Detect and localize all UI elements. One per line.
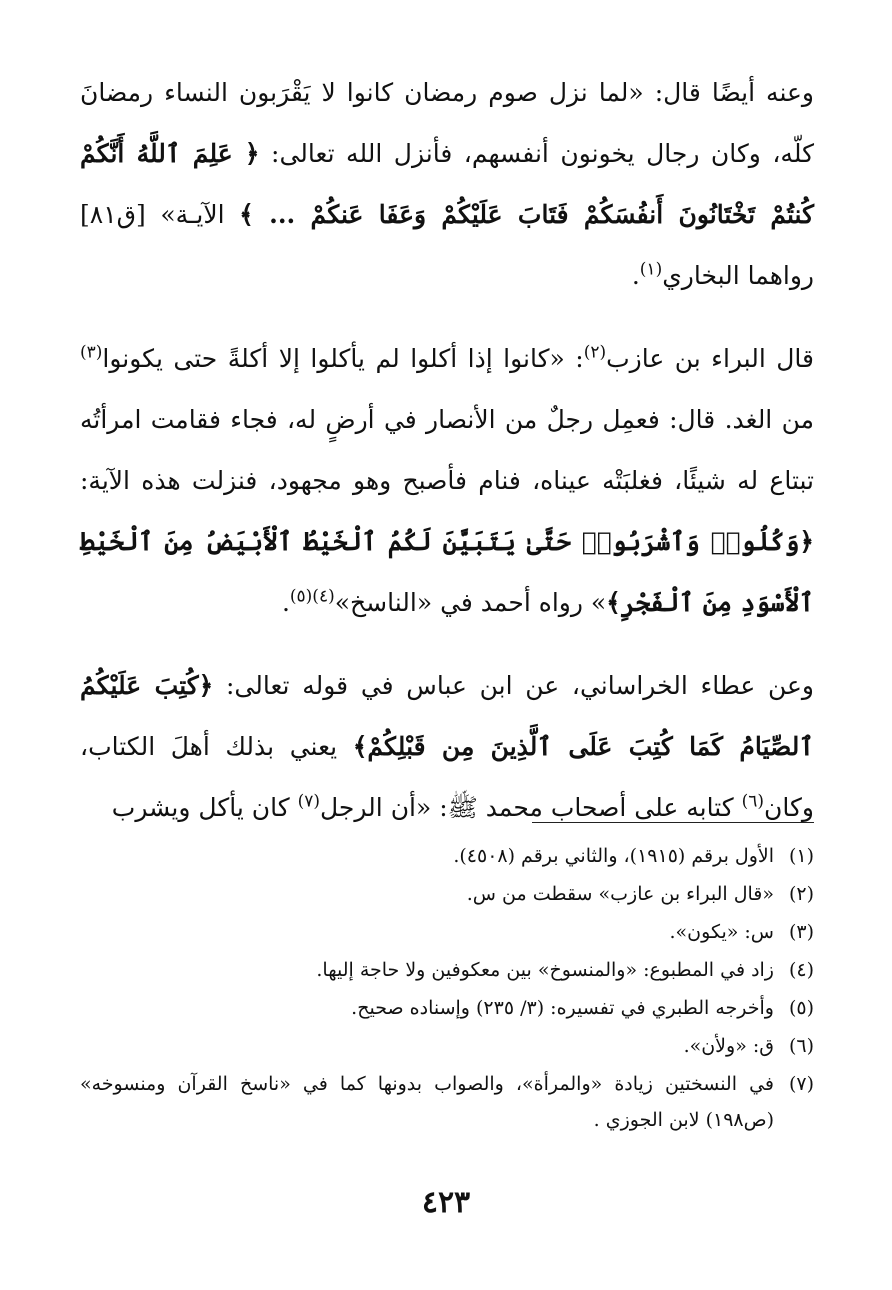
footnote-number: (٥) [788, 997, 814, 1019]
footnote-text: س: «يكون». [669, 921, 774, 943]
footnote-item [80, 838, 814, 874]
text-segment: من الغد. قال: فعمِل رجلٌ من الأنصار في أرضٍ له، فجاء فقامت امرأتُه تبتاع له شيئًا، فغلبَتْه عيناه، فنام فأصبح وهو مجهود، فنزلت هذه الآية: [80, 405, 814, 495]
text-segment: وعنه أيضًا قال: «لما نزل صوم رمضان كانوا لا يَقْرَبون النساء رمضانَ كلّه، وكان رجال يخونون أنفسهم، فأنزل الله تعالى: [80, 78, 814, 168]
main-text [80, 62, 814, 838]
footnote-number: (٢) [788, 883, 814, 905]
quran-verse: ﴿ عَلِمَ ٱللَّهُ أَنَّكُمْ كُنتُمْ تَخْتَانُونَ أَنفُسَكُمْ فَتَابَ عَلَيْكُمْ وَعَفَا عَنكُمْ ... ﴾ [80, 139, 814, 229]
footnote-ref-6[interactable]: (٦) [741, 791, 765, 812]
text-segment: . [631, 261, 640, 290]
text-segment: الآيـة» [ق٨١] رواهما البخاري [80, 200, 814, 290]
footnote-ref-2[interactable]: (٢) [583, 342, 607, 363]
footnote-item [80, 1028, 814, 1064]
text-segment: : «كانوا إذا أكلوا لم يأكلوا إلا أكلةً حتى يكونوا [102, 344, 584, 373]
text-segment: وعن عطاء الخراساني، عن ابن عباس في قوله تعالى: [213, 671, 815, 700]
text-segment: كان يأكل ويشرب [111, 793, 298, 822]
footnote-ref-3[interactable]: (٣) [80, 342, 103, 363]
footnote-number: (٤) [788, 959, 814, 981]
paragraph-2 [80, 328, 814, 633]
footnote-text: «قال البراء بن عازب» سقطت من س. [466, 883, 774, 905]
footnote-number: (٧) [788, 1073, 814, 1095]
paragraph-3 [80, 655, 814, 838]
footnote-divider [532, 822, 814, 823]
footnote-item [80, 952, 814, 988]
footnote-number: (٣) [788, 921, 814, 943]
footnote-text: في النسختين زيادة «والمرأة»، والصواب بدونها كما في «ناسخ القرآن ومنسوخه» (ص١٩٨) لابن الجوزي . [80, 1073, 774, 1131]
quran-verse: ﴿كُتِبَ عَلَيْكُمُ ٱلصِّيَامُ كَمَا كُتِبَ عَلَى ٱلَّذِينَ مِن قَبْلِكُمْ﴾ [80, 671, 814, 761]
footnote-ref-1[interactable]: (١) [639, 259, 663, 280]
footnote-text: زاد في المطبوع: «والمنسوخ» بين معكوفين ولا حاجة إليها. [316, 959, 774, 981]
text-segment: » رواه أحمد في «الناسخ» [334, 588, 607, 617]
text-segment: يعني بذلك أهلَ الكتاب، وكان [80, 732, 814, 822]
page-number: ٤٢٣ [421, 1185, 471, 1220]
text-segment: قال البراء بن عازب [606, 344, 814, 373]
footnote-item [80, 990, 814, 1026]
footnote-item [80, 1066, 814, 1138]
footnote-text: ق: «ولأن». [683, 1035, 774, 1057]
footnote-number: (١) [788, 845, 814, 867]
footnote-text: الأول برقم (١٩١٥)، والثاني برقم (٤٥٠٨). [453, 845, 774, 867]
text-segment: . [281, 588, 290, 617]
footnote-item [80, 914, 814, 950]
footnote-item [80, 876, 814, 912]
footnote-number: (٦) [788, 1035, 814, 1057]
paragraph-1 [80, 62, 814, 306]
footnotes [80, 838, 814, 1140]
footnote-ref-4-5[interactable]: (٤)(٥) [289, 586, 335, 607]
quran-verse: ﴿وَكُلُوا۟ وَٱشْرَبُوا۟ حَتَّىٰ يَتَبَيَّنَ لَكُمُ ٱلْخَيْطُ ٱلْأَبْيَضُ مِنَ ٱلْخَيْطِ ٱلْأَسْوَدِ مِنَ ٱلْفَجْرِ﴾ [80, 527, 814, 617]
footnote-text: وأخرجه الطبري في تفسيره: (٣/ ٢٣٥) وإسناده صحيح. [351, 997, 774, 1019]
footnote-ref-7[interactable]: (٧) [297, 791, 320, 812]
text-segment: كتابه على أصحاب محمد ﷺ: «أن الرجل [320, 793, 742, 822]
